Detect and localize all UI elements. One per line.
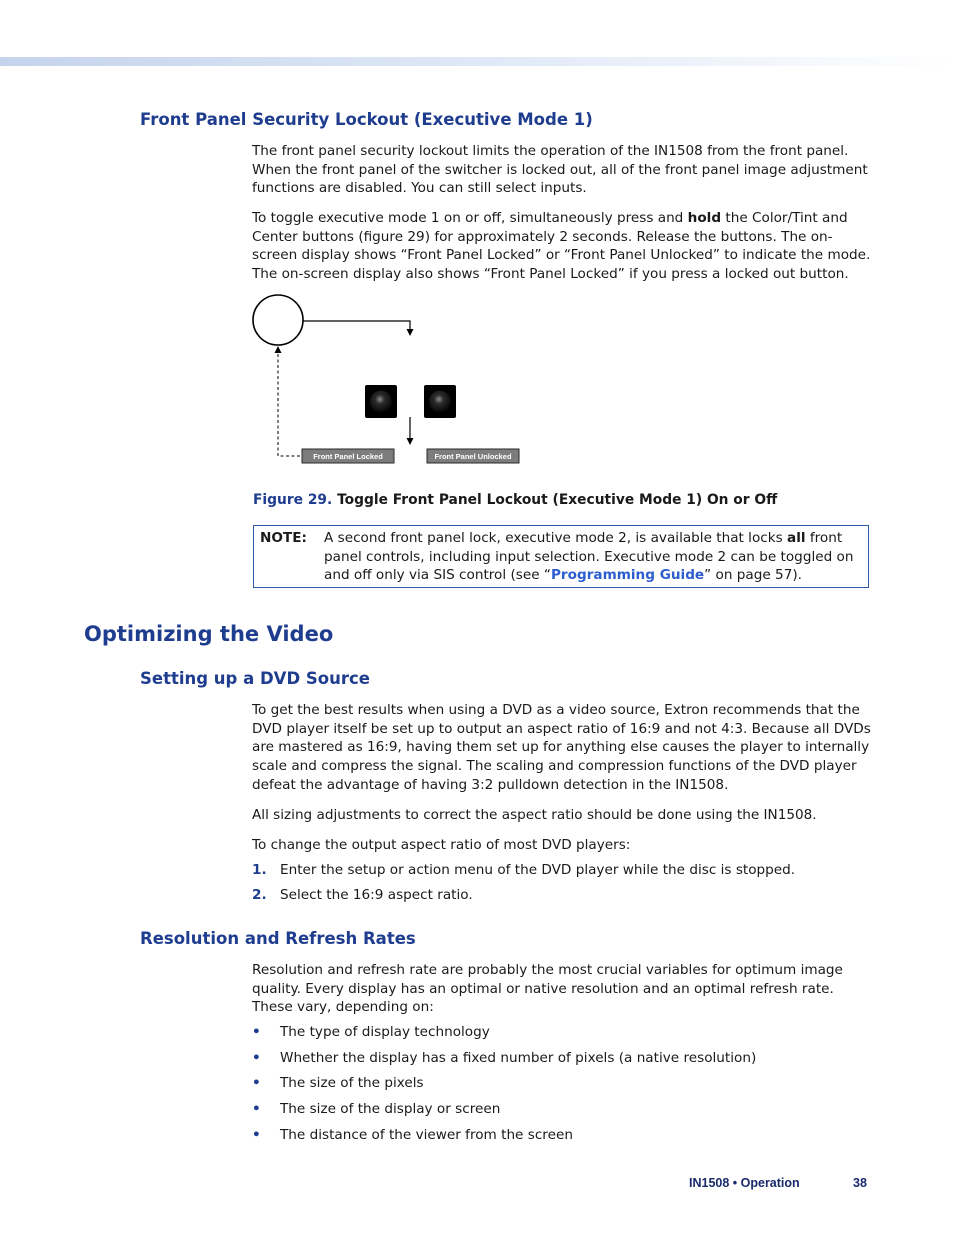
bullet-icon: • — [252, 1024, 261, 1040]
subheading-resolution-refresh: Resolution and Refresh Rates — [140, 929, 416, 948]
arrow-head-down-mid — [407, 438, 414, 445]
list-item: 2. Select the 16:9 aspect ratio. — [252, 887, 473, 903]
note-text: A second front panel lock, executive mode 2, is available that locks all front panel controls, including input selection. Executive mode 2 can be toggled on and off only via SIS control (see “Programming Guide” on page 57). — [324, 530, 854, 584]
subheading-dvd-source: Setting up a DVD Source — [140, 669, 370, 688]
note-box — [253, 525, 869, 588]
list-item: • The size of the display or screen — [252, 1101, 501, 1117]
center-knob-icon — [429, 391, 451, 413]
list-item: 1. Enter the setup or action menu of the DVD player while the disc is stopped. — [252, 862, 796, 878]
color-tint-knob-icon — [370, 391, 392, 413]
bullet-icon: • — [252, 1075, 261, 1091]
figure-29-diagram — [252, 294, 552, 466]
header-gradient-bar — [0, 57, 954, 66]
paragraph-lockout-intro: The front panel security lockout limits the operation of the IN1508 from the front panel. When the front panel of the switcher is locked out, all of the front panel image adjustment functions are disabled. You can still select inputs. — [252, 143, 868, 197]
dashed-return-line — [278, 352, 300, 456]
bullet-icon: • — [252, 1050, 261, 1066]
programming-guide-link[interactable]: Programming Guide — [550, 567, 705, 584]
bullet-icon: • — [252, 1127, 261, 1143]
front-panel-unlocked-text: Front Panel Unlocked — [434, 452, 512, 461]
lockout-diagram — [252, 294, 552, 466]
paragraph-sizing: All sizing adjustments to correct the aspect ratio should be done using the IN1508. — [252, 807, 817, 823]
flow-arrow-line-top — [303, 321, 410, 331]
arrow-head-up — [275, 346, 282, 353]
figure-caption: Figure 29. Toggle Front Panel Lockout (Executive Mode 1) On or Off — [253, 492, 778, 508]
list-item: • The size of the pixels — [252, 1075, 424, 1091]
section-heading-front-panel-lockout: Front Panel Security Lockout (Executive Mode 1) — [140, 110, 593, 129]
list-item: • The type of display technology — [252, 1024, 490, 1040]
section-heading-optimizing-video: Optimizing the Video — [84, 622, 334, 646]
note-label: NOTE: — [260, 530, 307, 546]
list-item: • The distance of the viewer from the screen — [252, 1127, 573, 1143]
paragraph-toggle-instructions: To toggle executive mode 1 on or off, simultaneously press and hold the Color/Tint and Center buttons (figure 29) for approximately 2 seconds. Release the buttons. The on-screen display shows “Front Panel Locked” or “Front Panel Unlocked” to indicate the mode. The on-screen display also shows “Front Panel Locked” if you press a locked out button. — [252, 210, 871, 283]
bullet-icon: • — [252, 1101, 261, 1117]
paragraph-resolution-intro: Resolution and refresh rate are probably the most crucial variables for optimum image quality. Every display has an optimal or native resolution and an optimal refresh rate. These vary, depending on: — [252, 962, 843, 1016]
list-item: • Whether the display has a fixed number of pixels (a native resolution) — [252, 1050, 757, 1066]
state-circle — [253, 295, 303, 345]
arrow-head-down-top — [407, 329, 414, 336]
footer-doc-title: IN1508 • Operation — [689, 1176, 800, 1190]
paragraph-dvd-intro: To get the best results when using a DVD as a video source, Extron recommends that the DVD player itself be set up to output an aspect ratio of 16:9 and not 4:3. Because all DVDs are mastered as 16:9, having them set up for anything else causes the player to internally scale and compress the signal. The scaling and compression functions of the DVD player defeat the advantage of having 3:2 pulldown detection in the IN1508. — [252, 702, 871, 793]
paragraph-change-ratio: To change the output aspect ratio of most DVD players: — [252, 837, 631, 853]
front-panel-locked-text: Front Panel Locked — [313, 452, 383, 461]
footer-page-number: 38 — [853, 1176, 867, 1190]
